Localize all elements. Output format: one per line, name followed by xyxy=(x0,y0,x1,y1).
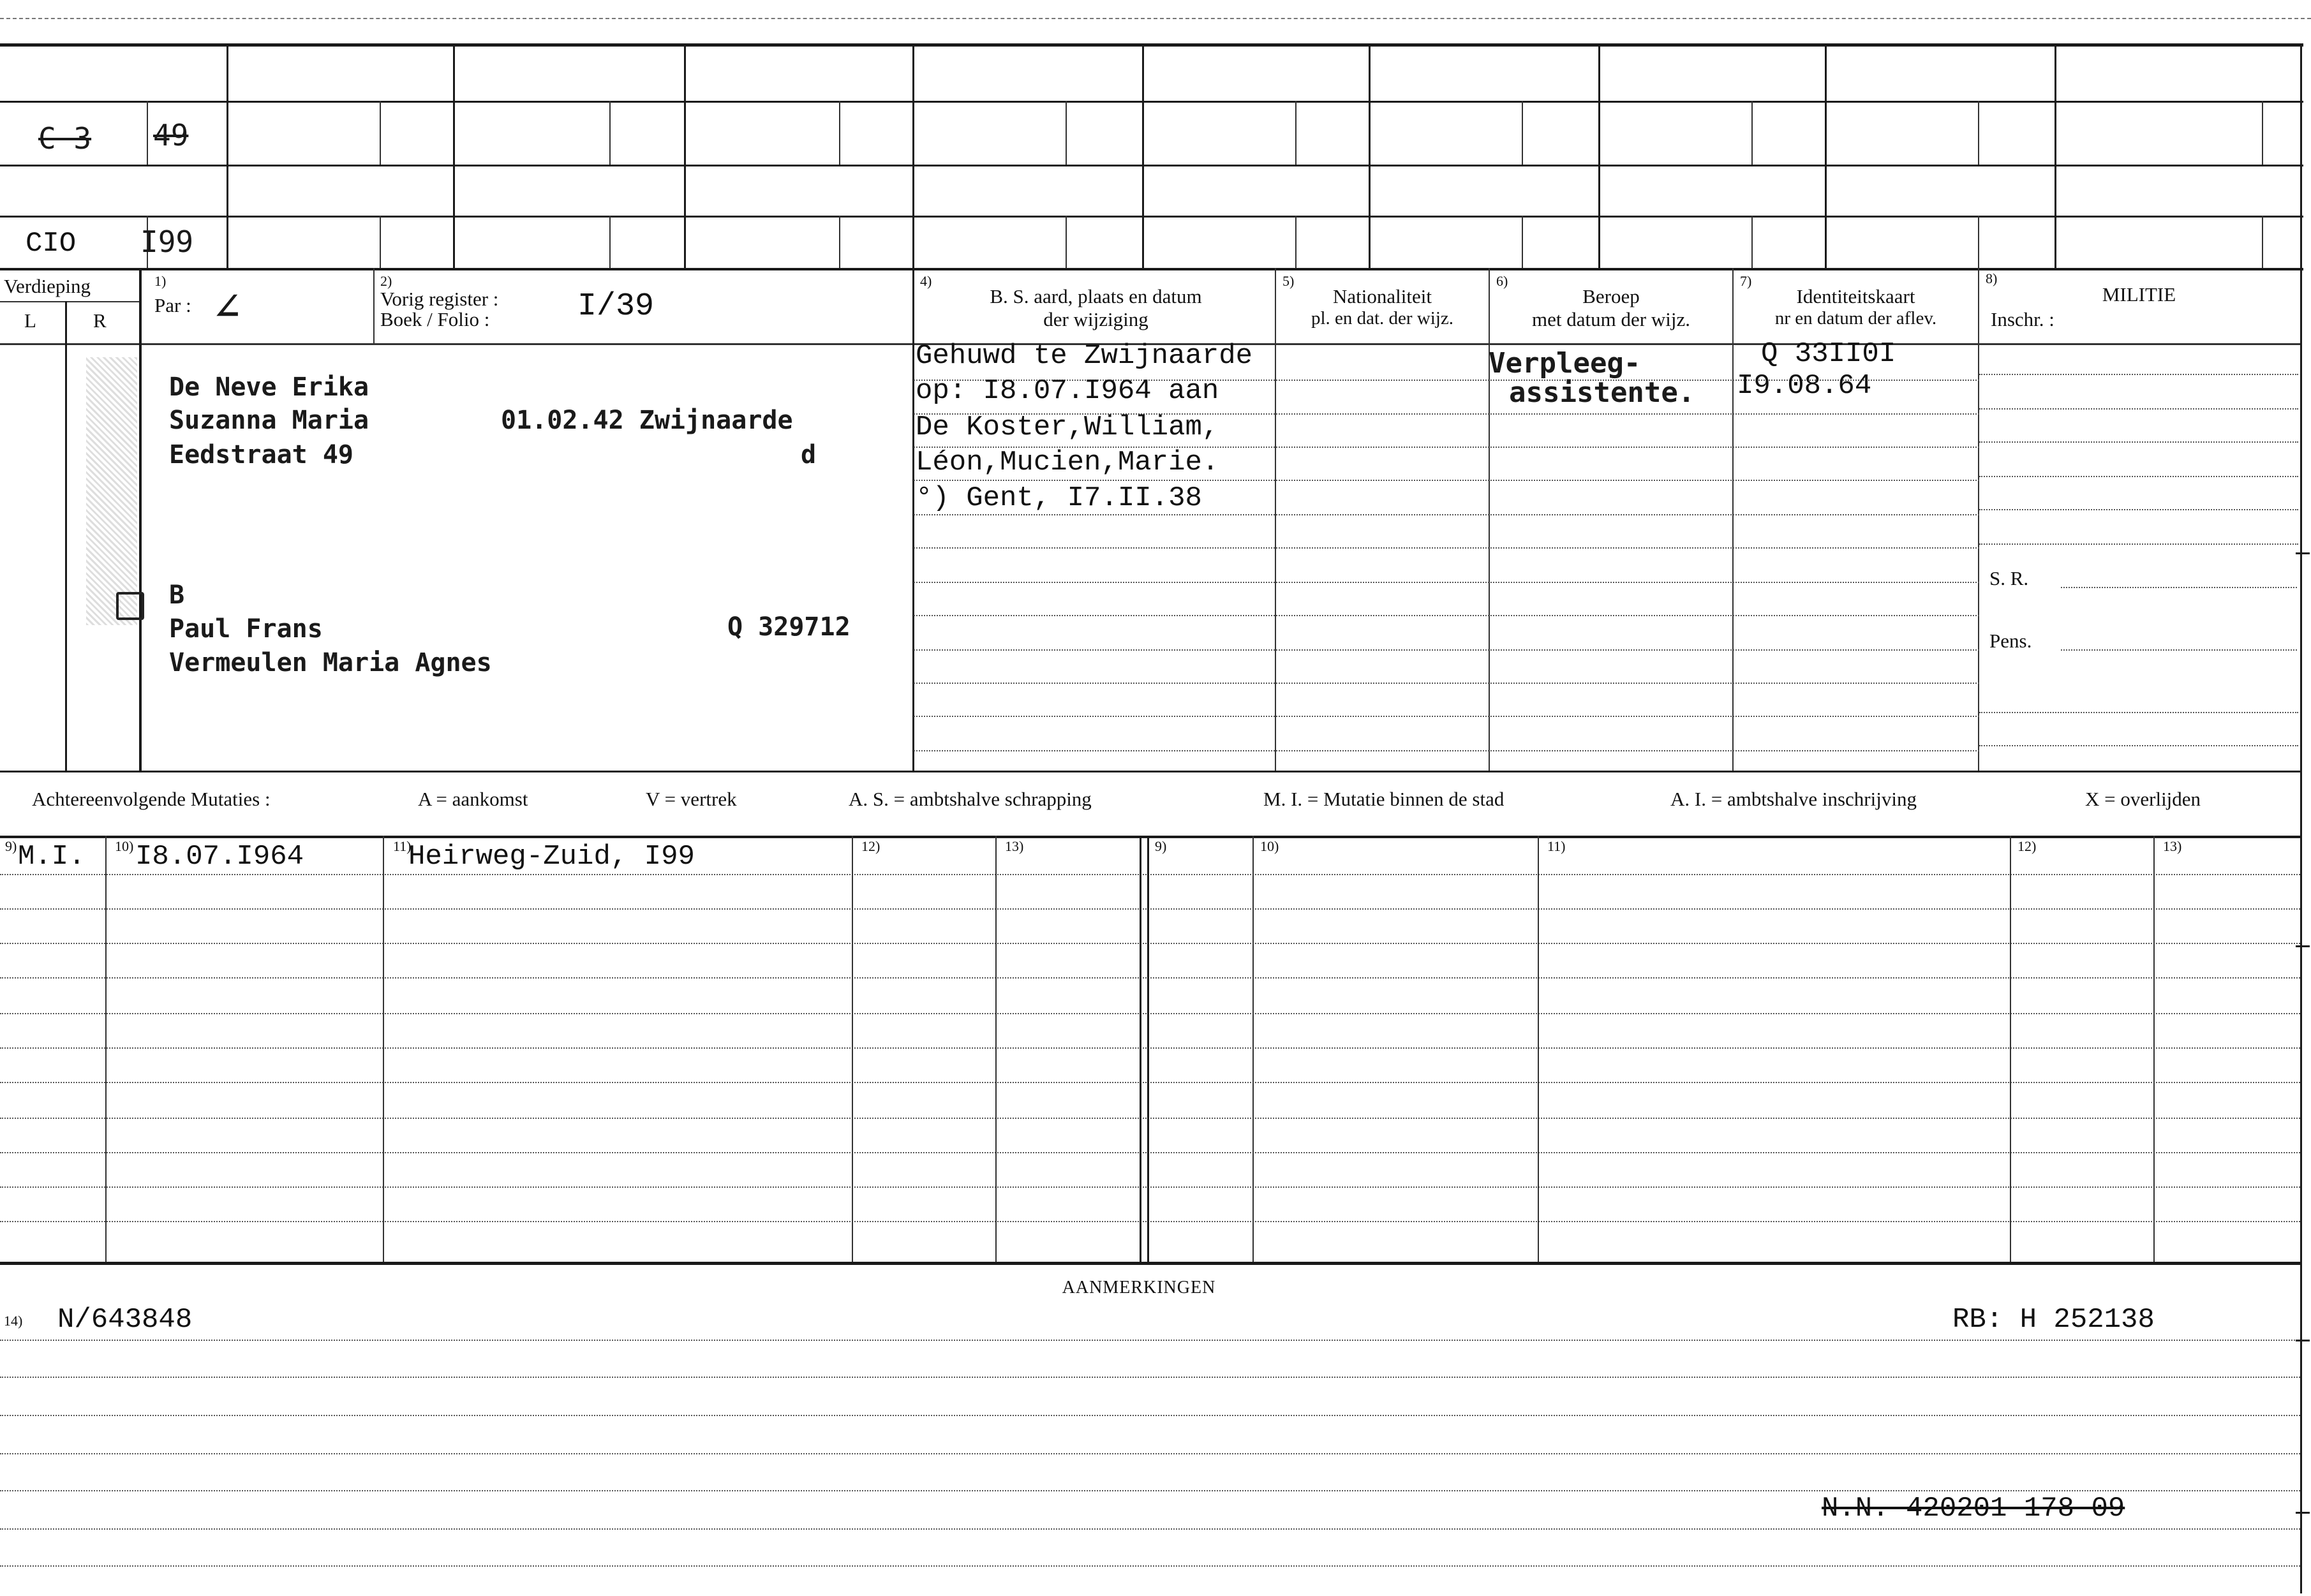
mut-col xyxy=(383,836,384,1262)
mut-row1-type: M.I. xyxy=(18,841,85,873)
grid-subcol xyxy=(380,101,381,165)
beroep-entry-1: Verpleeg- xyxy=(1489,347,1641,380)
pens-line xyxy=(2061,649,2297,651)
col-line-ber xyxy=(1489,268,1490,772)
grid-col-line xyxy=(1369,43,1371,268)
grid-subcol xyxy=(2262,216,2263,268)
mut-num-11: 11) xyxy=(393,838,412,854)
mut-row xyxy=(0,874,2300,875)
rule-line xyxy=(914,683,1979,684)
militie-line xyxy=(1979,476,2298,477)
mut-num-13: 13) xyxy=(1005,838,1024,854)
par-label: Par : xyxy=(154,294,191,316)
edge-tick xyxy=(2296,1340,2310,1341)
rem-nn-value: N.N. 420201 178 09 xyxy=(1822,1493,2125,1525)
beroep-entry-2: assistente. xyxy=(1509,376,1695,409)
mut-num-12b: 12) xyxy=(2017,838,2037,854)
id-entry-2: I9.08.64 xyxy=(1737,370,1872,402)
sr-label: S. R. xyxy=(1989,567,2029,589)
bs-num: 4) xyxy=(920,273,932,289)
rem-left-value: N/643848 xyxy=(57,1304,193,1336)
mut-top xyxy=(0,836,2300,838)
grid-subcol xyxy=(1295,101,1297,165)
bs-entry-4: Léon,Mucien,Marie. xyxy=(916,447,1219,478)
vorig-value: I/39 xyxy=(577,288,655,325)
grid-col-line xyxy=(453,43,455,268)
edge-tick xyxy=(2296,552,2310,554)
grid-subcol xyxy=(1066,101,1067,165)
mut-row xyxy=(0,1118,2300,1119)
mut-num-9b: 9) xyxy=(1155,838,1167,854)
vorig-label: Vorig register : xyxy=(380,288,499,310)
bs-entry-2: op: I8.07.I964 aan xyxy=(916,375,1219,407)
person-birth: 01.02.42 Zwijnaarde xyxy=(501,406,793,435)
grid-row-line xyxy=(0,101,2303,103)
inschr-label: Inschr. : xyxy=(1991,308,2055,330)
col-line-vorig xyxy=(373,268,375,343)
grid-subcol xyxy=(1978,101,1979,165)
mut-row1-date: I8.07.I964 xyxy=(135,841,304,873)
mut-col xyxy=(2153,836,2155,1262)
col-line-bs xyxy=(912,268,914,772)
vorig-num: 2) xyxy=(380,273,392,289)
rule-line xyxy=(914,547,1979,549)
id-line2: nr en datum der aflev. xyxy=(1774,308,1937,329)
mut-row xyxy=(0,1152,2300,1153)
mut-col xyxy=(1252,836,1254,1262)
nat-line2: pl. en dat. der wijz. xyxy=(1311,308,1454,329)
grid-subcol xyxy=(380,216,381,268)
grid-subcol xyxy=(1751,101,1753,165)
grid-subcol xyxy=(2262,101,2263,165)
top-code-row1-right: 49 xyxy=(153,118,189,152)
boek-label: Boek / Folio : xyxy=(380,308,490,330)
grid-row-line xyxy=(0,165,2303,166)
legend-v: V = vertrek xyxy=(646,788,737,810)
legend-ai: A. I. = ambtshalve inschrijving xyxy=(1670,788,1917,810)
militie-line xyxy=(1979,543,2298,545)
grid-col-line xyxy=(1142,43,1144,268)
edge-tick xyxy=(2296,945,2310,947)
staple-mark xyxy=(116,592,144,620)
mut-row xyxy=(0,943,2300,944)
mut-col xyxy=(1538,836,1539,1262)
militie-line xyxy=(1979,712,2298,713)
par-value: ∠ xyxy=(214,281,241,333)
grid-col-line xyxy=(1598,43,1600,268)
grid-subcol xyxy=(147,101,148,165)
bs-line1: B. S. aard, plaats en datum xyxy=(990,285,1202,307)
mut-col xyxy=(2010,836,2011,1262)
mut-num-12: 12) xyxy=(861,838,881,854)
person-address: Eedstraat 49 xyxy=(169,440,353,469)
mut-col xyxy=(852,836,853,1262)
person-id-no: Q 329712 xyxy=(727,612,851,642)
verdieping-label: Verdieping xyxy=(4,275,91,297)
mut-row1-address: Heirweg-Zuid, I99 xyxy=(408,841,695,873)
top-code-row3-right: I99 xyxy=(140,225,194,259)
grid-subcol xyxy=(609,101,611,165)
person-name-line1: De Neve Erika xyxy=(169,373,369,402)
rem-line xyxy=(0,1415,2300,1416)
top-code-row1-left: C 3 xyxy=(38,121,92,156)
mut-col-double xyxy=(1140,836,1141,1262)
mut-row xyxy=(0,1082,2300,1083)
grid-subcol xyxy=(1522,101,1523,165)
rule-line xyxy=(914,582,1979,583)
stamp-smudge xyxy=(86,357,137,625)
grid-subcol xyxy=(1522,216,1523,268)
rule-line xyxy=(914,649,1979,651)
grid-subcol xyxy=(1066,216,1067,268)
rule-line xyxy=(914,480,1979,481)
person-parent-b: B xyxy=(169,580,185,610)
militie-line xyxy=(1979,745,2298,746)
rem-line xyxy=(0,1490,2300,1491)
col-L-label: L xyxy=(24,309,36,332)
legend-a: A = aankomst xyxy=(418,788,528,810)
rem-right-value: RB: H 252138 xyxy=(1952,1304,2155,1336)
mut-col-double xyxy=(1147,836,1149,1262)
legend-x: X = overlijden xyxy=(2085,788,2201,810)
col-line-nat xyxy=(1275,268,1276,772)
ber-num: 6) xyxy=(1496,273,1508,289)
mut-col xyxy=(105,836,107,1262)
col-R-label: R xyxy=(93,309,107,332)
person-sex-mark: d xyxy=(801,440,817,469)
rule-line xyxy=(914,716,1979,717)
rem-line xyxy=(0,1377,2300,1378)
rem-line xyxy=(0,1453,2300,1454)
bs-entry-3: De Koster,William, xyxy=(916,411,1219,443)
mut-row xyxy=(0,1221,2300,1222)
grid-subcol xyxy=(839,101,840,165)
mut-num-10: 10) xyxy=(115,838,134,854)
mil-num: 8) xyxy=(1986,270,1998,286)
mut-row xyxy=(0,977,2300,979)
nat-line1: Nationaliteit xyxy=(1333,285,1432,307)
rem-line xyxy=(0,1565,2300,1567)
top-code-row3-left: CIO xyxy=(26,228,77,260)
mut-row xyxy=(0,1013,2300,1014)
verdieping-sep xyxy=(0,301,139,302)
militie-line xyxy=(1979,374,2298,375)
par-num: 1) xyxy=(154,273,167,289)
mut-bottom xyxy=(0,1262,2300,1265)
rule-line xyxy=(914,514,1979,515)
grid-col-line xyxy=(1825,43,1827,268)
col-line-LR xyxy=(65,301,67,772)
grid-row-line xyxy=(0,216,2303,218)
mut-col xyxy=(995,836,997,1262)
grid-col-line xyxy=(2300,43,2302,1593)
col-line-par xyxy=(139,268,142,772)
grid-subcol xyxy=(1978,216,1979,268)
top-dash xyxy=(0,18,2311,19)
mut-num-11b: 11) xyxy=(1547,838,1566,854)
mut-num-13b: 13) xyxy=(2163,838,2182,854)
rem-line xyxy=(0,1528,2300,1530)
person-father: Paul Frans xyxy=(169,614,323,644)
grid-col-line xyxy=(684,43,686,268)
grid-col-line xyxy=(912,43,914,268)
militie-line xyxy=(1979,408,2298,410)
grid-col-line xyxy=(227,43,228,268)
mut-row xyxy=(0,1047,2300,1049)
body-bottom xyxy=(0,771,2300,772)
id-num: 7) xyxy=(1740,273,1752,289)
mut-row xyxy=(0,1186,2300,1188)
grid-col-line xyxy=(2055,43,2056,268)
grid-subcol xyxy=(1295,216,1297,268)
id-line1: Identiteitskaart xyxy=(1796,285,1915,307)
mut-row xyxy=(0,908,2300,910)
mutaties-label: Achtereenvolgende Mutaties : xyxy=(32,788,271,810)
sr-line xyxy=(2061,587,2297,588)
grid-subcol xyxy=(839,216,840,268)
rem-num: 14) xyxy=(4,1313,23,1329)
mut-num-9: 9) xyxy=(5,838,17,854)
nat-num: 5) xyxy=(1282,273,1295,289)
legend-as: A. S. = ambtshalve schrapping xyxy=(849,788,1092,810)
mut-num-10b: 10) xyxy=(1260,838,1279,854)
person-name-line2: Suzanna Maria xyxy=(169,406,369,435)
bs-entry-1: Gehuwd te Zwijnaarde xyxy=(916,340,1253,372)
militie-line xyxy=(1979,509,2298,510)
pens-label: Pens. xyxy=(1989,630,2032,652)
id-entry-1: Q 33II0I xyxy=(1761,338,1896,370)
col-line-mil xyxy=(1978,268,1979,772)
bs-entry-5: °) Gent, I7.II.38 xyxy=(916,482,1202,514)
rule-line xyxy=(914,750,1979,751)
col-line-id xyxy=(1732,268,1734,772)
grid-subcol xyxy=(1751,216,1753,268)
rule-line xyxy=(914,615,1979,616)
top-border xyxy=(0,43,2303,47)
grid-subcol xyxy=(609,216,611,268)
ber-line1: Beroep xyxy=(1582,285,1640,307)
legend-mi: M. I. = Mutatie binnen de stad xyxy=(1263,788,1505,810)
rem-line xyxy=(0,1340,2300,1341)
mil-title: MILITIE xyxy=(2102,283,2176,306)
person-mother: Vermeulen Maria Agnes xyxy=(169,648,492,677)
ber-line2: met datum der wijz. xyxy=(1532,308,1690,330)
bs-line2: der wijziging xyxy=(1043,308,1148,330)
edge-tick xyxy=(2296,1512,2310,1514)
militie-line xyxy=(1979,441,2298,443)
aanmerkingen-title: AANMERKINGEN xyxy=(1062,1278,1216,1297)
grid-row-line xyxy=(0,268,2303,270)
